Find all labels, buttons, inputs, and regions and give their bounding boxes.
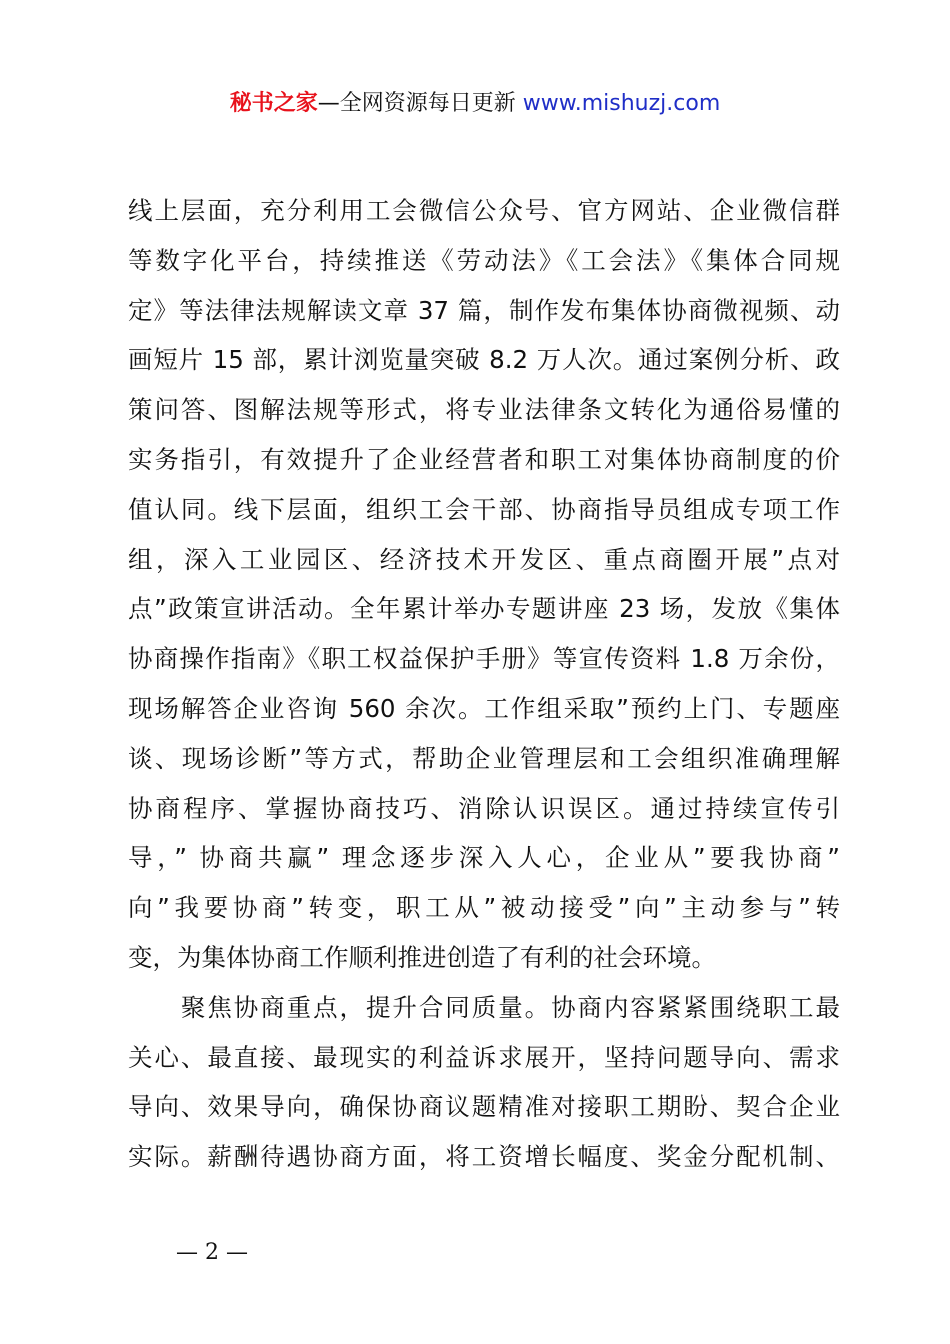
text-line: 协商程序、掌握协商技巧、消除认识误区。通过持续宣传引	[128, 793, 840, 823]
text-line: 线上层面，充分利用工会微信公众号、官方网站、企业微信群	[128, 196, 840, 225]
page-number: — 2 —	[176, 1240, 248, 1265]
site-url-link[interactable]: www.mishuzj.com	[522, 91, 721, 116]
text-line: 定》等法律法规解读文章 37 篇，制作发布集体协商微视频、动	[128, 295, 840, 325]
text-line: 聚焦协商重点，提升合同质量。协商内容紧紧围绕职工最	[128, 992, 840, 1022]
site-header	[0, 88, 950, 120]
text-line: 现场解答企业咨询 560 余次。工作组采取”预约上门、专题座	[128, 693, 840, 723]
text-line: 向”我要协商”转变，职工从”被动接受”向”主动参与”转	[128, 893, 840, 923]
site-brand: 秘书之家	[229, 91, 318, 116]
text-line: 导向、效果导向，确保协商议题精准对接职工期盼、契合企业	[128, 1092, 840, 1122]
document-body	[128, 186, 840, 1182]
text-line: 导，” 协商共赢” 理念逐步深入人心，企业从”要我协商”	[128, 843, 840, 873]
text-line: 变，为集体协商工作顺利推进创造了有利的社会环境。	[128, 942, 716, 972]
text-line: 实务指引，有效提升了企业经营者和职工对集体协商制度的价	[128, 444, 840, 474]
text-line: 组，深入工业园区、经济技术开发区、重点商圈开展”点对	[128, 544, 840, 574]
text-line: 关心、最直接、最现实的利益诉求展开，坚持问题导向、需求	[128, 1042, 840, 1072]
text-line: 点”政策宣讲活动。全年累计举办专题讲座 23 场，发放《集体	[128, 594, 840, 624]
text-line: 策问答、图解法规等形式，将专业法律条文转化为通俗易懂的	[128, 395, 840, 425]
text-line: 实际。薪酬待遇协商方面，将工资增长幅度、奖金分配机制、	[128, 1142, 840, 1172]
paragraph-2	[128, 983, 840, 1182]
paragraph-1	[128, 186, 840, 983]
text-line: 协商操作指南》《职工权益保护手册》等宣传资料 1.8 万余份，	[128, 644, 840, 674]
site-tagline: —全网资源每日更新	[317, 91, 523, 116]
text-line: 值认同。线下层面，组织工会干部、协商指导员组成专项工作	[128, 494, 840, 524]
text-line: 画短片 15 部，累计浏览量突破 8.2 万人次。通过案例分析、政	[128, 345, 840, 375]
text-line: 谈、现场诊断”等方式，帮助企业管理层和工会组织准确理解	[128, 743, 840, 773]
text-line: 等数字化平台，持续推送《劳动法》《工会法》《集体合同规	[128, 245, 840, 275]
